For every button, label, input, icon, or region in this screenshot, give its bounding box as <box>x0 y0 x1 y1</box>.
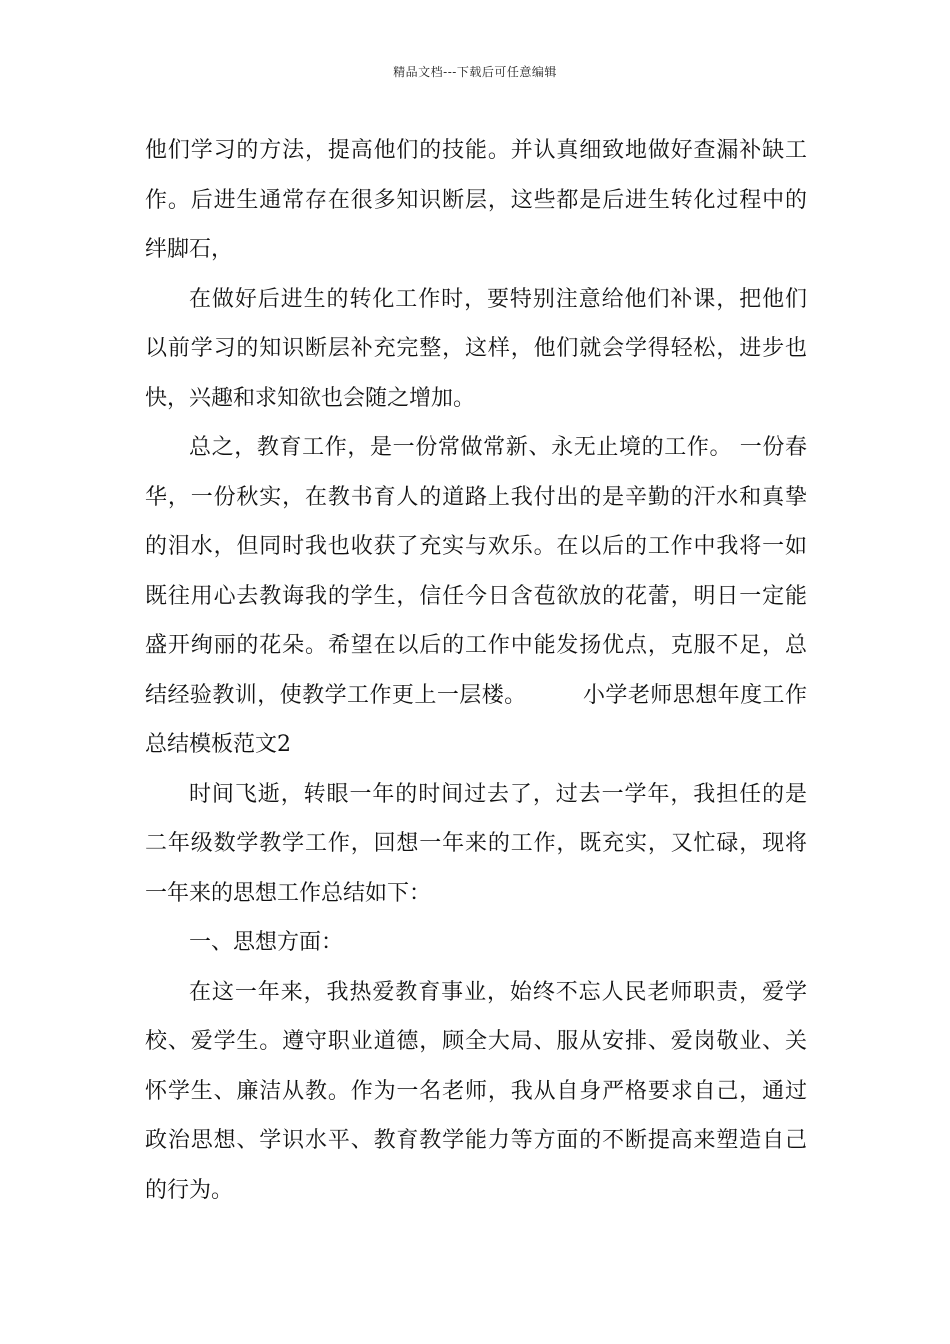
paragraph-first-line: 时间飞逝，转眼一年的时间过去了，过去一学年，我担任的是 <box>189 781 807 807</box>
text-line: 绊脚石， <box>145 237 234 262</box>
paragraph-first-line: 总之，教育工作，是一份常做常新、永无止境的工作。 一份春 <box>189 435 807 460</box>
paragraph-first-line: 在做好后进生的转化工作时，要特别注意给他们补课，把他们 <box>189 286 807 312</box>
text-line: 一年来的思想工作总结如下： <box>145 880 432 906</box>
section-heading: 一、思想方面： <box>189 930 344 955</box>
text-line: 的泪水，但同时我也收获了充实与欢乐。在以后的工作中我将一如 <box>145 534 807 559</box>
text-line: 的行为。 <box>145 1177 234 1203</box>
text-line: 既往用心去教诲我的学生，信任今日含苞欲放的花蕾，明日一定能 <box>145 583 807 609</box>
section-title-line: 总结模板范文2 <box>145 732 291 757</box>
text-line: 结经验教训，使教学工作更上一层楼。 小学老师思想年度工作 <box>145 682 807 708</box>
text-line: 以前学习的知识断层补充完整，这样，他们就会学得轻松，进步也 <box>145 336 807 361</box>
paragraph-first-line: 在这一年来，我热爱教育事业，始终不忘人民老师职责，爱学 <box>189 979 807 1005</box>
page-header: 精品文档---下载后可任意编辑 <box>393 65 557 79</box>
text-line: 华，一份秋实，在教书育人的道路上我付出的是辛勤的汗水和真挚 <box>145 484 807 510</box>
document-body <box>145 126 807 1215</box>
text-line: 快，兴趣和求知欲也会随之增加。 <box>145 385 476 411</box>
text-line: 他们学习的方法，提高他们的技能。并认真细致地做好查漏补缺工 <box>145 138 807 163</box>
text-line: 政治思想、学识水平、教育教学能力等方面的不断提高来塑造自己 <box>145 1128 807 1153</box>
text-line: 怀学生、廉洁从教。作为一名老师，我从自身严格要求自己，通过 <box>145 1078 807 1104</box>
text-line: 二年级数学教学工作，回想一年来的工作，既充实，又忙碌，现将 <box>145 831 807 856</box>
text-line: 校、爱学生。遵守职业道德，顾全大局、服从安排、爱岗敬业、关 <box>145 1029 807 1054</box>
text-line: 作。后进生通常存在很多知识断层，这些都是后进生转化过程中的 <box>145 187 807 213</box>
text-line: 盛开绚丽的花朵。希望在以后的工作中能发扬优点，克服不足，总 <box>145 633 807 658</box>
